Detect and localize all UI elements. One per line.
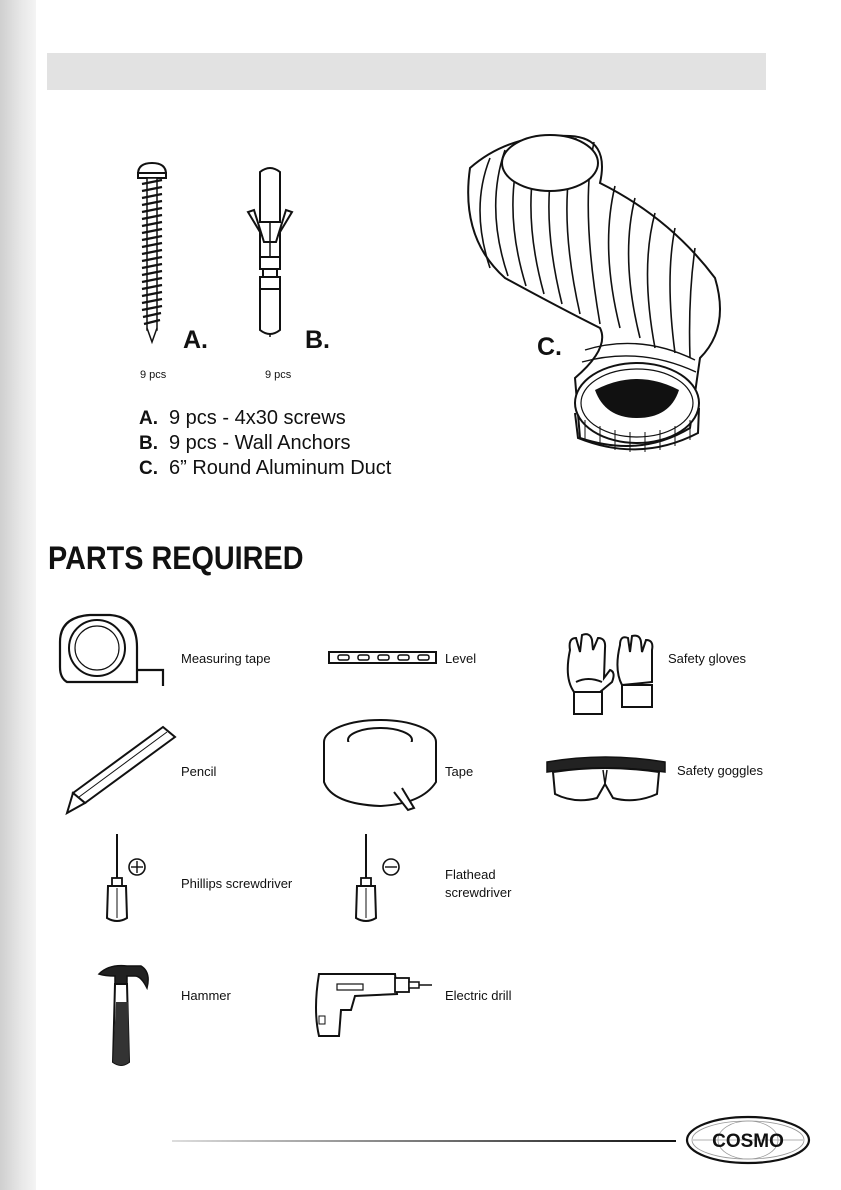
part-a-qty: 9 pcs <box>140 369 167 381</box>
label-phillips-screwdriver: Phillips screwdriver <box>181 876 293 891</box>
section-title: PARTS REQUIRED <box>48 540 304 576</box>
screw-illustration <box>130 160 175 345</box>
label-flathead-line-1: Flathead <box>445 867 496 882</box>
tape-roll-icon <box>322 718 440 813</box>
parts-legend <box>139 406 391 481</box>
legend-item-c: C. 6” Round Aluminum Duct <box>139 457 392 479</box>
part-b-letter: B. <box>305 326 330 354</box>
flathead-screwdriver-icon <box>345 834 405 924</box>
label-electric-drill: Electric drill <box>445 988 512 1003</box>
legend-item-a: A. 9 pcs - 4x30 screws <box>139 407 346 429</box>
label-tape: Tape <box>445 764 474 779</box>
hammer-icon <box>95 962 155 1070</box>
page-edge-strip <box>0 0 36 1190</box>
label-hammer: Hammer <box>181 988 231 1003</box>
part-a-letter: A. <box>183 326 208 354</box>
label-level: Level <box>445 651 477 666</box>
label-pencil: Pencil <box>181 764 217 779</box>
safety-gloves-icon <box>560 630 665 718</box>
aluminum-duct-illustration <box>450 128 740 458</box>
part-c-letter: C. <box>537 333 562 361</box>
legend-item-b: B. 9 pcs - Wall Anchors <box>139 432 351 454</box>
measuring-tape-icon <box>55 612 170 690</box>
label-flathead-line-2: screwdriver <box>445 885 512 900</box>
level-icon <box>328 650 438 666</box>
label-flathead-screwdriver <box>445 866 511 902</box>
cosmo-logo <box>685 1115 811 1165</box>
pencil-icon <box>63 725 178 815</box>
phillips-screwdriver-icon <box>96 834 156 924</box>
electric-drill-icon <box>305 970 433 1042</box>
label-safety-goggles: Safety goggles <box>677 763 764 778</box>
safety-goggles-icon <box>545 752 667 808</box>
header-bar <box>47 53 766 90</box>
label-measuring-tape: Measuring tape <box>181 651 271 666</box>
wall-anchor-illustration <box>238 162 303 342</box>
svg-text:COSMO: COSMO <box>712 1131 784 1152</box>
part-b-qty: 9 pcs <box>265 369 292 381</box>
label-safety-gloves: Safety gloves <box>668 651 747 666</box>
footer-rule <box>172 1140 676 1142</box>
